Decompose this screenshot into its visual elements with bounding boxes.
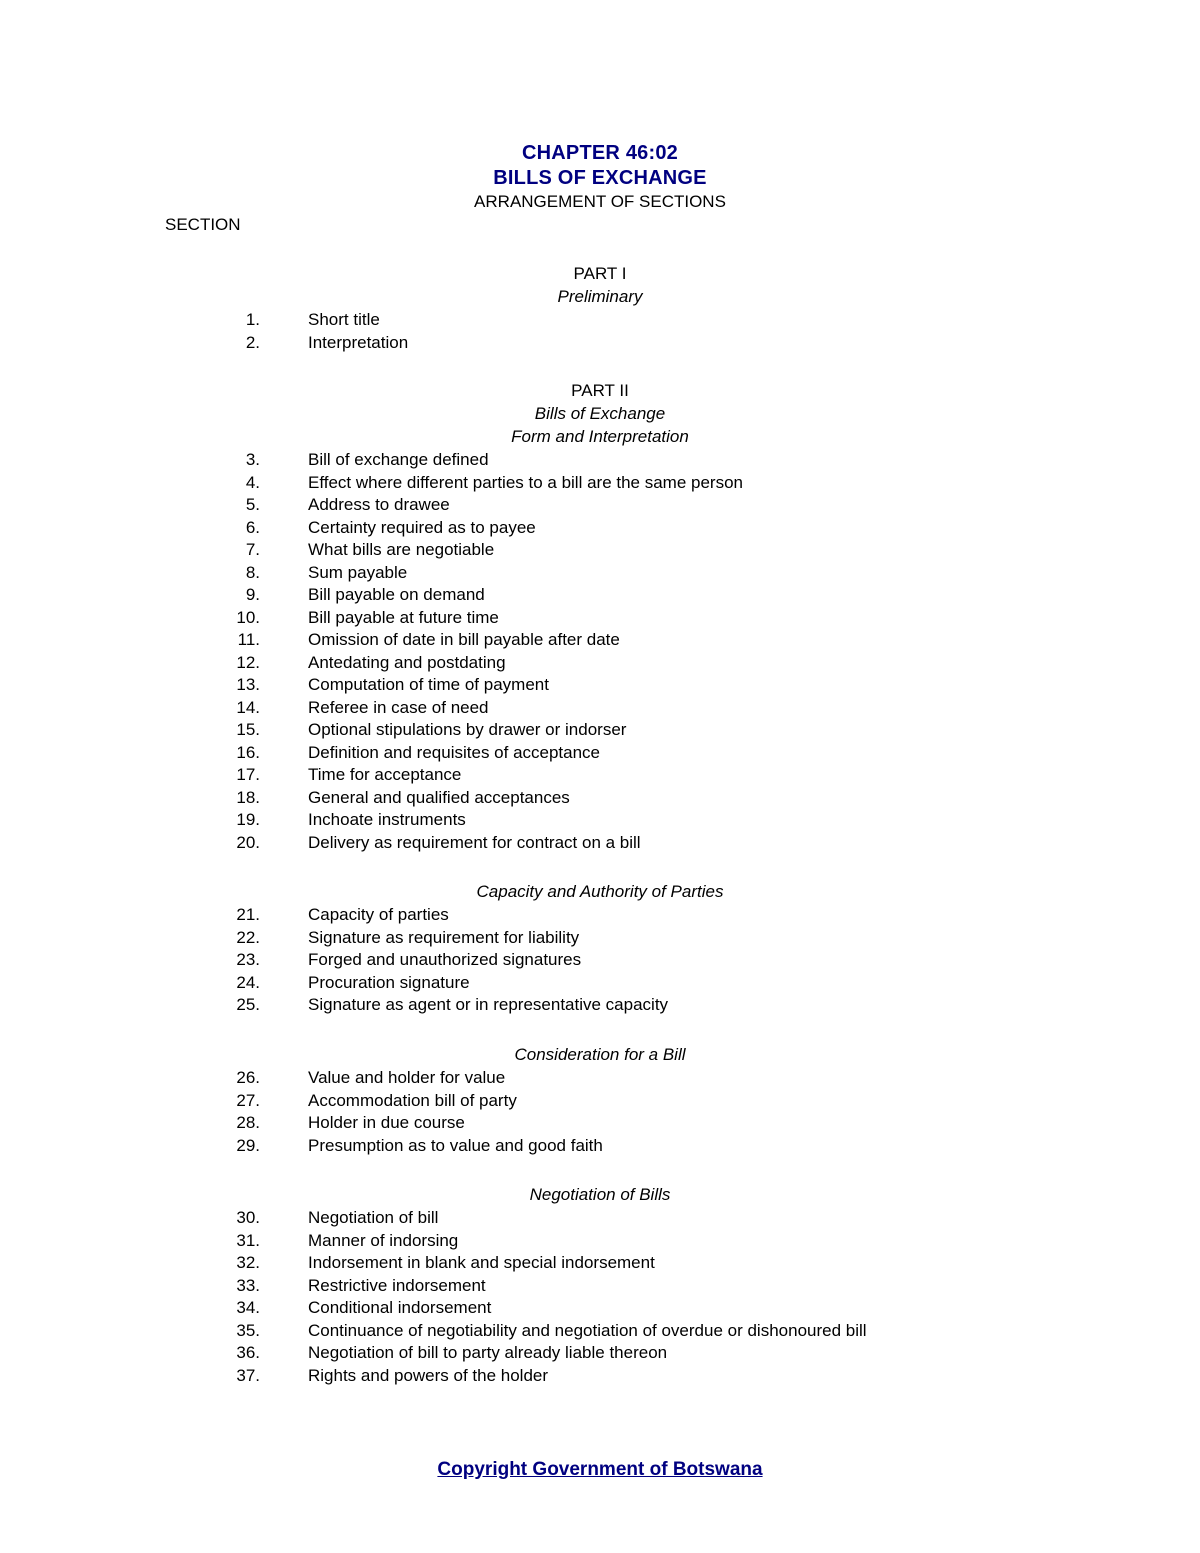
chapter-heading: CHAPTER 46:02 <box>522 142 678 164</box>
section-title: Omission of date in bill payable after date <box>308 630 620 649</box>
section-title: Value and holder for value <box>308 1068 506 1087</box>
section-number: 14. <box>236 697 260 717</box>
section-title: Continuance of negotiability and negotiation of overdue or dishonoured bill <box>308 1320 867 1340</box>
section-number: 24. <box>236 972 260 992</box>
section-title: Procuration signature <box>308 972 470 992</box>
section-title: Manner of indorsing <box>308 1230 459 1250</box>
section-number: 31. <box>236 1230 260 1250</box>
section-number: 7. <box>245 540 260 559</box>
group-heading-consideration: Consideration for a Bill <box>514 1045 686 1064</box>
section-number: 9. <box>245 585 260 604</box>
section-number: 32. <box>236 1253 260 1272</box>
part-2-heading: PART II <box>571 381 629 400</box>
section-title: Address to drawee <box>308 495 450 514</box>
section-title: Optional stipulations by drawer or indorser <box>308 720 627 739</box>
section-number: 4. <box>245 472 260 492</box>
section-number: 17. <box>236 765 260 784</box>
section-number: 20. <box>236 832 260 852</box>
section-number: 30. <box>236 1208 260 1227</box>
section-title: Interpretation <box>308 332 409 352</box>
section-number: 8. <box>245 562 260 582</box>
section-number: 13. <box>236 675 260 694</box>
section-number: 35. <box>236 1320 260 1340</box>
section-title: Holder in due course <box>308 1113 465 1132</box>
section-title: Effect where different parties to a bill are the same person <box>308 472 744 492</box>
section-number: 6. <box>245 517 260 537</box>
section-title: Short title <box>308 310 380 329</box>
section-number: 26. <box>236 1068 260 1087</box>
section-label: SECTION <box>165 215 241 234</box>
section-number: 29. <box>236 1135 260 1155</box>
section-number: 25. <box>236 995 260 1014</box>
section-number: 19. <box>236 810 260 829</box>
group-heading-capacity-authority: Capacity and Authority of Parties <box>476 882 724 901</box>
section-number: 10. <box>236 607 260 627</box>
section-number: 16. <box>236 742 260 762</box>
section-title: Delivery as requirement for contract on a bill <box>308 832 641 852</box>
group-heading-negotiation: Negotiation of Bills <box>529 1185 671 1204</box>
section-number: 18. <box>236 787 260 807</box>
section-title: Sum payable <box>308 562 408 582</box>
section-number: 11. <box>237 630 260 649</box>
section-title: Capacity of parties <box>308 905 449 924</box>
section-number: 21. <box>236 905 260 924</box>
arrangement-heading: ARRANGEMENT OF SECTIONS <box>474 192 726 211</box>
part-1-heading: PART I <box>573 264 627 283</box>
part-2-subheading: Bills of Exchange <box>534 404 666 423</box>
section-title: Negotiation of bill to party already liable thereon <box>308 1343 668 1362</box>
section-title: Referee in case of need <box>308 697 489 717</box>
section-title: Bill payable at future time <box>308 607 499 627</box>
section-title: Indorsement in blank and special indorsement <box>308 1253 655 1272</box>
section-number: 22. <box>236 927 260 947</box>
section-number: 33. <box>236 1275 260 1295</box>
section-title: Negotiation of bill <box>308 1208 439 1227</box>
section-title: Forged and unauthorized signatures <box>308 950 582 969</box>
section-title: Bill payable on demand <box>308 585 485 604</box>
group-heading-form-interpretation: Form and Interpretation <box>511 427 689 446</box>
section-title: Signature as requirement for liability <box>308 927 580 947</box>
section-title: Computation of time of payment <box>308 675 549 694</box>
section-number: 15. <box>236 720 260 739</box>
section-title: Certainty required as to payee <box>308 517 536 537</box>
section-title: Restrictive indorsement <box>308 1275 486 1295</box>
section-title: Time for acceptance <box>308 765 462 784</box>
section-title: Conditional indorsement <box>308 1298 492 1317</box>
section-title: Accommodation bill of party <box>308 1090 517 1110</box>
section-number: 23. <box>236 950 260 969</box>
section-number: 37. <box>236 1365 260 1385</box>
section-number: 12. <box>236 652 260 672</box>
section-number: 5. <box>245 495 260 514</box>
document-title: BILLS OF EXCHANGE <box>493 167 707 189</box>
section-number: 34. <box>236 1298 260 1317</box>
section-title: Signature as agent or in representative capacity <box>308 995 669 1014</box>
section-title: What bills are negotiable <box>308 540 495 559</box>
section-title: Rights and powers of the holder <box>308 1365 549 1385</box>
section-number: 28. <box>236 1113 260 1132</box>
section-title: Bill of exchange defined <box>308 450 489 469</box>
section-number: 3. <box>245 450 260 469</box>
section-title: Definition and requisites of acceptance <box>308 742 601 762</box>
section-title: Inchoate instruments <box>308 810 466 829</box>
section-number: 36. <box>236 1343 260 1362</box>
copyright-link[interactable]: Copyright Government of Botswana <box>437 1459 763 1480</box>
section-number: 1. <box>245 310 260 329</box>
section-number: 27. <box>236 1090 260 1110</box>
section-title: Antedating and postdating <box>308 652 506 672</box>
part-1-subheading: Preliminary <box>557 287 643 306</box>
section-title: Presumption as to value and good faith <box>308 1135 603 1155</box>
section-title: General and qualified acceptances <box>308 787 570 807</box>
section-number: 2. <box>245 332 260 352</box>
